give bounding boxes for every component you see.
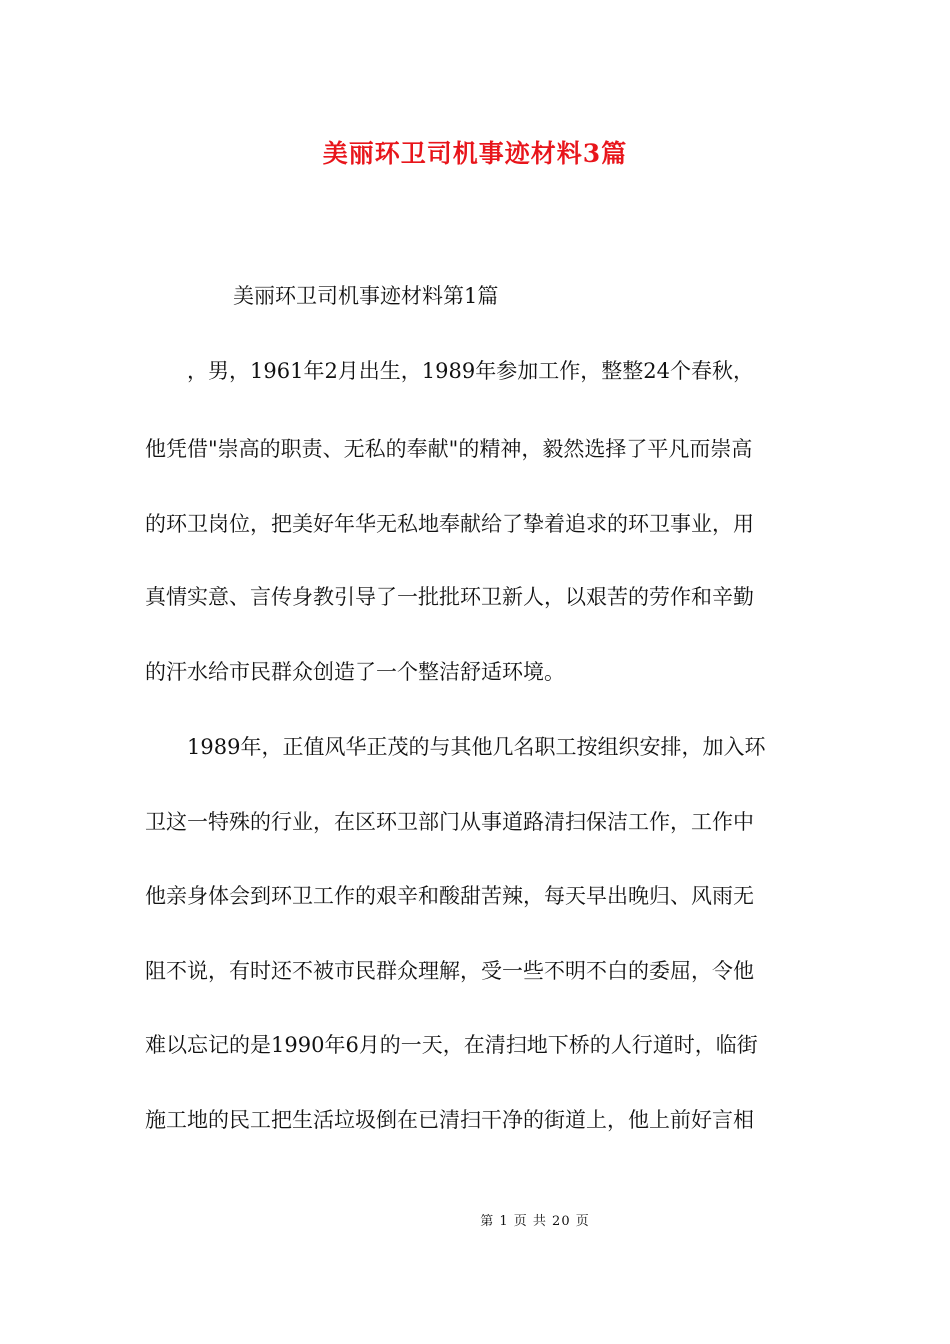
- body-line: ，男，1961年2月出生，1989年参加工作，整整24个春秋，: [145, 359, 754, 383]
- body-line: 难以忘记的是1990年6月的一天，在清扫地下桥的人行道时，临街: [145, 1033, 758, 1057]
- page-number-footer: 第 1 页 共 20 页: [480, 1214, 590, 1229]
- section-heading: 美丽环卫司机事迹材料第1篇: [233, 284, 499, 308]
- body-line: 1989年，正值风华正茂的与其他几名职工按组织安排，加入环: [145, 735, 766, 759]
- body-line: 他亲身体会到环卫工作的艰辛和酸甜苦辣，每天早出晚归、风雨无: [145, 884, 754, 908]
- body-line: 真情实意、言传身教引导了一批批环卫新人，以艰苦的劳作和辛勤: [145, 585, 754, 609]
- body-line: 阻不说，有时还不被市民群众理解，受一些不明不白的委屈，令他: [145, 959, 754, 983]
- body-line: 的环卫岗位，把美好年华无私地奉献给了挚着追求的环卫事业，用: [145, 512, 754, 536]
- body-line: 他凭借"崇高的职责、无私的奉献"的精神，毅然选择了平凡而崇高: [145, 437, 753, 461]
- document-title: 美丽环卫司机事迹材料3篇: [322, 139, 628, 168]
- body-line: 卫这一特殊的行业，在区环卫部门从事道路清扫保洁工作，工作中: [145, 810, 754, 834]
- body-line: 施工地的民工把生活垃圾倒在已清扫干净的街道上，他上前好言相: [145, 1108, 754, 1132]
- body-line: 的汗水给市民群众创造了一个整洁舒适环境。: [145, 660, 565, 684]
